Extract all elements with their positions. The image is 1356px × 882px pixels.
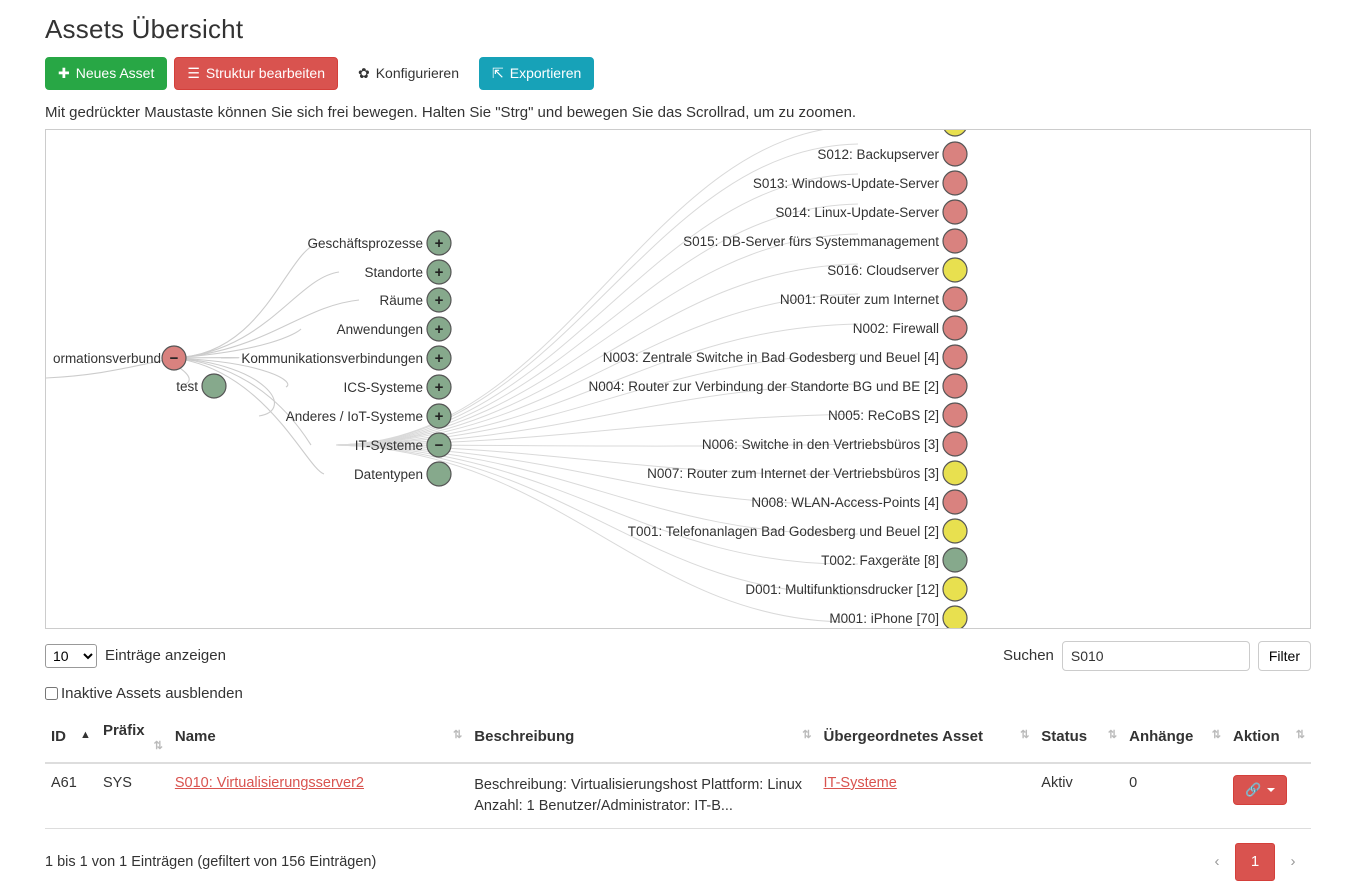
pagination-next[interactable]: › [1290, 853, 1296, 871]
gear-icon: ✿ [357, 65, 370, 81]
graph-leaf-10-label: N005: ReCoBS [2] [827, 407, 939, 423]
pagination-page-1[interactable]: 1 [1235, 843, 1275, 881]
graph-leaf-12-label: N007: Router zum Internet der Vertriebsbüros [3] [647, 465, 939, 481]
assets-table-header-row [45, 714, 1311, 763]
graph-leaf-14-circle[interactable] [943, 519, 967, 543]
graph-leaf-9-circle[interactable] [943, 374, 967, 398]
graph-category-5-sign: + [434, 378, 444, 396]
graph-leaf-3[interactable] [775, 200, 967, 224]
cell-description: Beschreibung: Virtualisierungshost Plattform: Linux Anzahl: 1 Benutzer/Administrator: IT-B... [468, 763, 817, 829]
table-row [45, 763, 1311, 829]
graph-category-0[interactable] [307, 231, 451, 255]
graph-leaf-13-circle[interactable] [943, 490, 967, 514]
table-controls [45, 641, 1311, 671]
graph-leaf-8-label: N003: Zentrale Switche in Bad Godesberg und Beuel [4] [602, 349, 939, 365]
column-header-description[interactable] [468, 714, 817, 763]
graph-node-root[interactable] [53, 346, 186, 370]
graph-category-5[interactable] [343, 375, 451, 399]
graph-leaf-9[interactable] [589, 374, 967, 398]
graph-leaf-15-circle[interactable] [943, 548, 967, 572]
configure-label: Konfigurieren [375, 65, 459, 81]
graph-node-test-label: test [176, 378, 198, 394]
entries-label: Einträge anzeigen [105, 647, 226, 665]
graph-leaf-6[interactable] [780, 287, 967, 311]
sort-both-icon: ⇅ [802, 729, 812, 742]
list-icon: ☰ [187, 65, 200, 81]
graph-leaf-17[interactable] [829, 606, 967, 628]
column-header-attachments-label: Anhänge [1129, 728, 1194, 746]
chevron-down-icon [1267, 788, 1275, 792]
assets-table [45, 714, 1311, 829]
parent-asset-link[interactable]: IT-Systeme [823, 774, 897, 791]
hide-inactive-label: Inaktive Assets ausblenden [61, 684, 243, 702]
assets-table-head [45, 714, 1311, 763]
link-icon: 🔗 [1245, 781, 1262, 797]
asset-name-link[interactable]: S010: Virtualisierungsserver2 [174, 774, 364, 791]
graph-category-8[interactable] [354, 462, 451, 486]
column-header-description-label: Beschreibung [474, 728, 575, 746]
column-header-name-label: Name [174, 728, 216, 746]
graph-leaf-0[interactable] [943, 130, 967, 136]
column-header-id[interactable] [45, 714, 97, 763]
graph-category-4[interactable] [241, 346, 451, 370]
graph-node-test-circle[interactable] [202, 374, 226, 398]
hide-inactive-row [45, 685, 1311, 702]
graph-node-root-sign: − [169, 349, 179, 367]
page-title: Assets Übersicht [45, 14, 244, 44]
sort-asc-icon: ▲ [80, 729, 91, 742]
column-header-id-label: ID [51, 728, 66, 746]
graph-leaf-10-circle[interactable] [943, 403, 967, 427]
graph-category-0-sign: + [434, 234, 444, 252]
graph-category-3[interactable] [337, 317, 451, 341]
column-header-parent-label: Übergeordnetes Asset [823, 728, 983, 746]
graph-leaf-1-circle[interactable] [943, 142, 967, 166]
graph-leaf-13-label: N008: WLAN-Access-Points [4] [751, 494, 939, 510]
graph-leaf-9-label: N004: Router zur Verbindung der Standorte BG und BE [2] [588, 378, 939, 394]
graph-leaf-5[interactable] [827, 258, 967, 282]
cell-parent [817, 763, 1035, 829]
asset-graph[interactable] [45, 129, 1311, 629]
new-asset-label: Neues Asset [75, 65, 155, 81]
graph-category-6-label: Anderes / IoT-Systeme [285, 408, 423, 424]
graph-leaf-10[interactable] [828, 403, 967, 427]
graph-leaf-16-label: D001: Multifunktionsdrucker [12] [745, 581, 939, 597]
graph-leaf-4-label: S015: DB-Server fürs Systemmanagement [683, 233, 939, 249]
cell-name [169, 763, 468, 829]
column-header-status[interactable] [1035, 714, 1123, 763]
entries-control [45, 644, 226, 668]
graph-leaf-8-circle[interactable] [943, 345, 967, 369]
column-header-attachments[interactable] [1123, 714, 1227, 763]
column-header-status-label: Status [1041, 728, 1088, 746]
graph-leaf-8[interactable] [603, 345, 967, 369]
graph-category-2-sign: + [434, 291, 444, 309]
graph-leaf-11[interactable] [702, 432, 967, 456]
graph-leaf-4-circle[interactable] [943, 229, 967, 253]
graph-category-7-label: IT-Systeme [354, 437, 423, 453]
cell-action [1227, 763, 1311, 829]
graph-leaf-17-label: M001: iPhone [70] [829, 610, 939, 626]
graph-category-1-sign: + [434, 263, 444, 281]
graph-leaf-6-label: N001: Router zum Internet [779, 291, 939, 307]
pagination [1199, 843, 1311, 881]
graph-node-root-label: ormationsverbund [52, 350, 161, 366]
graph-category-5-label: ICS-Systeme [343, 379, 423, 395]
graph-leaf-16-circle[interactable] [943, 577, 967, 601]
graph-leaf-15[interactable] [821, 548, 967, 572]
export-icon: ⇱ [492, 65, 504, 81]
graph-leaf-2-label: S013: Windows-Update-Server [752, 175, 939, 191]
graph-leaf-15-label: T002: Faxgeräte [8] [821, 552, 939, 568]
graph-leaf-11-circle[interactable] [943, 432, 967, 456]
search-input[interactable] [1062, 641, 1250, 671]
column-header-prefix-label: Präfix [102, 721, 145, 739]
graph-category-8-circle[interactable] [427, 462, 451, 486]
graph-leaf-7-label: N002: Firewall [852, 320, 939, 336]
graph-leaf-2-circle[interactable] [943, 171, 967, 195]
export-label: Exportieren [509, 65, 582, 81]
graph-leaf-2[interactable] [753, 171, 967, 195]
pagination-info: 1 bis 1 von 1 Einträgen (gefiltert von 156 Einträgen) [45, 853, 377, 870]
graph-leaf-14[interactable] [628, 519, 967, 543]
cell-prefix: SYS [97, 763, 169, 829]
graph-leaf-3-circle[interactable] [943, 200, 967, 224]
column-header-action-label: Aktion [1233, 728, 1280, 746]
graph-category-2-label: Räume [379, 292, 423, 308]
graph-category-1-label: Standorte [364, 264, 423, 280]
search-control [1003, 641, 1311, 671]
search-label: Suchen [1003, 647, 1054, 665]
graph-canvas[interactable] [46, 130, 1310, 628]
graph-leaf-16[interactable] [745, 577, 967, 601]
sort-both-icon: ⇅ [153, 739, 163, 752]
table-footer [45, 843, 1311, 881]
column-header-name[interactable] [169, 714, 468, 763]
graph-category-7-sign: − [434, 436, 444, 454]
graph-leaf-1-label: S012: Backupserver [817, 146, 939, 162]
filter-button[interactable]: Filter [1258, 641, 1311, 671]
sort-both-icon: ⇅ [453, 729, 463, 742]
graph-leaf-17-circle[interactable] [943, 606, 967, 628]
graph-category-3-sign: + [434, 320, 444, 338]
graph-leaf-5-circle[interactable] [943, 258, 967, 282]
graph-leaf-5-label: S016: Cloudserver [827, 262, 939, 278]
column-header-action[interactable] [1227, 714, 1311, 763]
pagination-prev[interactable]: ‹ [1214, 853, 1220, 871]
graph-leaf-0-circle[interactable] [943, 130, 967, 136]
column-header-prefix[interactable] [97, 714, 169, 763]
export-button[interactable] [479, 57, 594, 90]
hide-inactive-checkbox[interactable] [45, 687, 58, 700]
new-asset-button[interactable] [45, 57, 167, 90]
graph-category-2[interactable] [379, 288, 451, 312]
sort-both-icon: ⇅ [1211, 729, 1222, 742]
graph-leaf-11-label: N006: Switche in den Vertriebsbüros [3] [701, 436, 939, 452]
edit-structure-button[interactable] [174, 57, 338, 90]
graph-category-4-label: Kommunikationsverbindungen [241, 350, 423, 366]
graph-leaf-13[interactable] [751, 490, 967, 514]
assets-table-body [45, 763, 1311, 829]
graph-leaf-7-circle[interactable] [943, 316, 967, 340]
graph-leaf-12-circle[interactable] [943, 461, 967, 485]
graph-category-6[interactable] [286, 404, 451, 428]
sort-both-icon: ⇅ [1295, 729, 1305, 742]
graph-leaf-3-label: S014: Linux-Update-Server [775, 204, 939, 220]
edit-structure-label: Struktur bearbeiten [205, 65, 325, 81]
graph-leaf-14-label: T001: Telefonanlagen Bad Godesberg und Beuel [2] [627, 523, 939, 539]
action-dropdown-button[interactable] [1233, 775, 1287, 805]
graph-category-1[interactable] [364, 260, 451, 284]
graph-category-0-label: Geschäftsprozesse [307, 235, 423, 251]
entries-select[interactable] [45, 644, 97, 668]
plus-icon: ✚ [58, 65, 70, 81]
graph-leaf-12[interactable] [647, 461, 967, 485]
graph-category-6-sign: + [434, 407, 444, 425]
pan-zoom-hint: Mit gedrückter Maustaste können Sie sich frei bewegen. Halten Sie "Strg" und bewegen Sie das Scrollrad, um zu zoomen. [45, 103, 857, 121]
graph-category-4-sign: + [434, 349, 444, 367]
sort-both-icon: ⇅ [1020, 729, 1030, 742]
toolbar [45, 57, 1311, 90]
cell-id: A61 [45, 763, 97, 829]
graph-leaf-6-circle[interactable] [943, 287, 967, 311]
graph-leaf-4[interactable] [683, 229, 967, 253]
configure-button[interactable] [345, 57, 472, 90]
sort-both-icon: ⇅ [1107, 729, 1118, 742]
column-header-parent[interactable] [817, 714, 1035, 763]
graph-leaf-7[interactable] [853, 316, 967, 340]
cell-attachments: 0 [1123, 763, 1227, 829]
graph-node-test[interactable] [176, 374, 226, 398]
graph-category-3-label: Anwendungen [336, 321, 423, 337]
cell-status: Aktiv [1035, 763, 1123, 829]
graph-category-8-label: Datentypen [353, 466, 423, 482]
